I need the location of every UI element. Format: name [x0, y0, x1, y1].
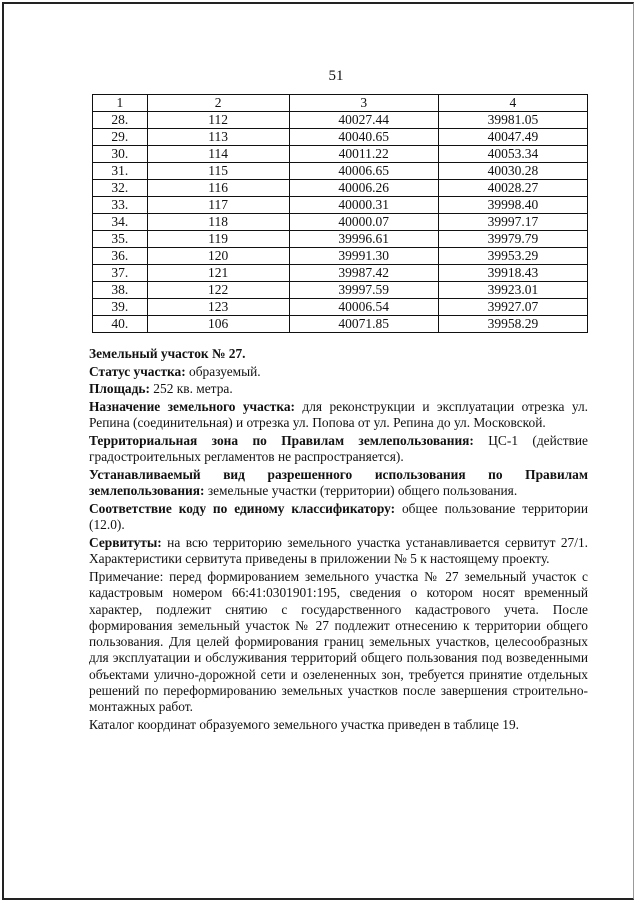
table-cell: 35. — [93, 231, 148, 248]
table-cell: 39996.61 — [289, 231, 438, 248]
table-cell: 40047.49 — [438, 129, 587, 146]
table-cell: 34. — [93, 214, 148, 231]
table-cell: 40028.27 — [438, 180, 587, 197]
table-cell: 40011.22 — [289, 146, 438, 163]
table-header-cell: 3 — [289, 95, 438, 112]
table-cell: 112 — [147, 112, 289, 129]
table-header-cell: 1 — [93, 95, 148, 112]
table-cell: 30. — [93, 146, 148, 163]
table-cell: 40006.54 — [289, 299, 438, 316]
table-row — [93, 163, 588, 180]
use-label: Устанавливаемый вид разрешенного использования по Правилам землепользования: — [89, 467, 588, 499]
table-cell: 40071.85 — [289, 316, 438, 333]
table-cell: 39987.42 — [289, 265, 438, 282]
table-cell: 123 — [147, 299, 289, 316]
table-cell: 31. — [93, 163, 148, 180]
zone-label: Территориальная зона по Правилам землепользования: — [89, 433, 474, 449]
table-cell: 116 — [147, 180, 289, 197]
table-cell: 36. — [93, 248, 148, 265]
table-cell: 40006.65 — [289, 163, 438, 180]
table-row — [93, 282, 588, 299]
table-cell: 39953.29 — [438, 248, 587, 265]
table-cell: 39927.07 — [438, 299, 587, 316]
table-row — [93, 197, 588, 214]
table-cell: 40040.65 — [289, 129, 438, 146]
table-cell: 39923.01 — [438, 282, 587, 299]
servitude-label: Сервитуты: — [89, 535, 162, 550]
table-cell: 39998.40 — [438, 197, 587, 214]
table-cell: 39997.17 — [438, 214, 587, 231]
section-title: Земельный участок № 27. — [89, 346, 246, 361]
table-cell: 39997.59 — [289, 282, 438, 299]
table-row — [93, 180, 588, 197]
table-header-cell: 2 — [147, 95, 289, 112]
note-paragraph: Примечание: перед формированием земельного участка № 27 земельный участок с кадастровым номером 66:41:0301901:195, сведения о котором носят временный характер, подлежит снятию с государственного кадастрового учета. После формирования земельный участок № 27 подлежит отнесению к территории общего пользования. Для целей формирования границ земельных участков, целесообразных для эксплуатации и обслуживания территорий общего пользования под возведенными объектами улично-дорожной сети и озелененных зон, требуется принятие отдельных решений по переформированию земельных участков после завершения строительно-монтажных работ. — [89, 568, 588, 715]
table-cell: 106 — [147, 316, 289, 333]
table-cell: 40053.34 — [438, 146, 587, 163]
table-row — [93, 129, 588, 146]
status-line — [89, 364, 588, 380]
table-cell: 122 — [147, 282, 289, 299]
table-cell: 39958.29 — [438, 316, 587, 333]
table-header-row — [93, 95, 588, 112]
table-cell: 40000.07 — [289, 214, 438, 231]
table-cell: 118 — [147, 214, 289, 231]
status-value: образуемый. — [185, 363, 261, 379]
coordinates-table — [92, 94, 588, 333]
table-cell: 39981.05 — [438, 112, 587, 129]
table-cell: 40. — [93, 316, 148, 333]
table-cell: 40000.31 — [289, 197, 438, 214]
table-cell: 119 — [147, 231, 289, 248]
table-cell: 39. — [93, 299, 148, 316]
page-number: 51 — [328, 68, 344, 84]
table-row — [93, 265, 588, 282]
table-cell: 115 — [147, 163, 289, 180]
table-cell: 37. — [93, 265, 148, 282]
table-cell: 32. — [93, 180, 148, 197]
table-cell: 39991.30 — [289, 248, 438, 265]
table-cell: 39979.79 — [438, 231, 587, 248]
table-cell: 40006.26 — [289, 180, 438, 197]
table-cell: 38. — [93, 282, 148, 299]
area-line — [89, 381, 588, 397]
status-label: Статус участка: — [89, 363, 186, 379]
table-row — [93, 214, 588, 231]
table-cell: 40027.44 — [289, 112, 438, 129]
land-plot-description — [89, 346, 588, 735]
code-label: Соответствие коду по единому классификатору: — [89, 501, 396, 517]
table-cell: 121 — [147, 265, 289, 282]
table-row — [93, 299, 588, 316]
table-cell: 120 — [147, 248, 289, 265]
table-cell: 28. — [93, 112, 148, 129]
purpose-value: для реконструкции и эксплуатации отрезка ул. Репина (соединительная) и отрезка ул. Попова от ул. Репина до ул. Московской. — [89, 399, 588, 431]
area-label: Площадь: — [89, 381, 150, 397]
servitude-line — [89, 535, 588, 568]
table-cell: 117 — [147, 197, 289, 214]
table-row — [93, 146, 588, 163]
area-value: 252 кв. метра. — [149, 381, 233, 397]
table-cell: 113 — [147, 129, 289, 146]
table-cell: 39918.43 — [438, 265, 587, 282]
zone-line — [89, 433, 588, 466]
table-row — [93, 316, 588, 333]
table-cell: 29. — [93, 129, 148, 146]
use-line — [89, 467, 588, 500]
zone-value: ЦС-1 (действие градостроительных регламентов не распространяется). — [89, 433, 588, 465]
code-line — [89, 501, 588, 534]
catalog-paragraph: Каталог координат образуемого земельного участка приведен в таблице 19. — [89, 717, 520, 733]
use-value: земельные участки (территории) общего пользования. — [204, 483, 518, 499]
table-row — [93, 231, 588, 248]
table-cell: 114 — [147, 146, 289, 163]
table-header-cell: 4 — [438, 95, 587, 112]
servitude-value: на всю территорию земельного участка устанавливается сервитут 27/1. Характеристики сервитута приведены в приложении № 5 к настоящему проекту. — [89, 535, 588, 567]
purpose-label: Назначение земельного участка: — [89, 399, 295, 415]
table-row — [93, 248, 588, 265]
code-value: общее пользование территории (12.0). — [89, 501, 588, 533]
table-cell: 40030.28 — [438, 163, 587, 180]
table-row — [93, 112, 588, 129]
purpose-line — [89, 399, 588, 432]
table-cell: 33. — [93, 197, 148, 214]
